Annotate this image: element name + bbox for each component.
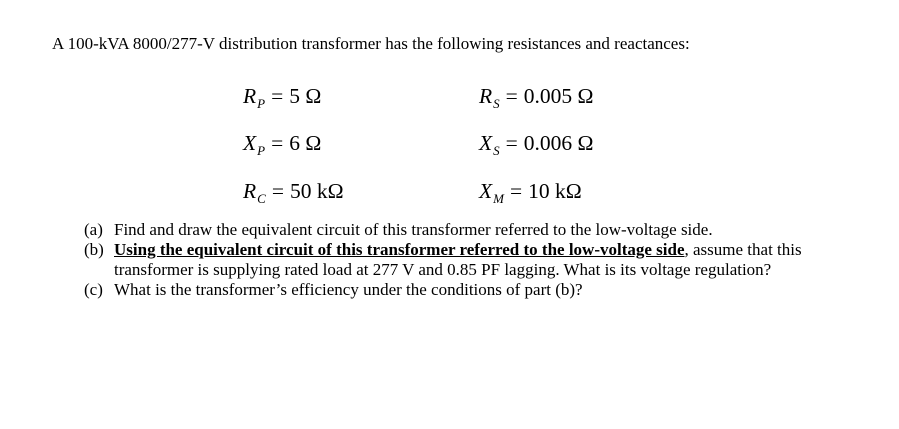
equals-sign: =	[271, 179, 284, 203]
param-subscript: S	[493, 143, 500, 158]
equals-sign: =	[271, 131, 284, 155]
param-symbol: X	[243, 131, 257, 155]
param-value: 0.006 Ω	[523, 131, 594, 155]
param-symbol: X	[479, 179, 493, 203]
question-parts	[84, 220, 844, 300]
part-emphasis: Using the equivalent circuit of this transformer referred to the low-voltage side	[114, 240, 685, 259]
param-subscript: M	[493, 191, 504, 206]
param-subscript: P	[257, 96, 266, 111]
param-rc	[243, 181, 344, 205]
equals-sign: =	[509, 179, 523, 203]
part-label: (b)	[84, 240, 104, 259]
part-text: , assume that this transformer is supplying rated load at 277 V and 0.85 PF lagging. What is its voltage regulation?	[114, 240, 802, 279]
param-subscript: C	[257, 191, 266, 206]
param-symbol: R	[243, 179, 257, 203]
param-xm	[479, 181, 582, 205]
part-a	[84, 220, 844, 240]
param-subscript: P	[257, 143, 266, 158]
param-value: 5 Ω	[289, 84, 322, 108]
param-xs	[479, 133, 594, 157]
equals-sign: =	[505, 84, 518, 108]
param-value: 0.005 Ω	[523, 84, 594, 108]
param-value: 6 Ω	[289, 131, 322, 155]
param-value: 10 kΩ	[528, 179, 582, 203]
part-label: (c)	[84, 280, 103, 299]
param-subscript: S	[493, 96, 500, 111]
param-rp	[243, 86, 321, 110]
part-text: What is the transformer’s efficiency under the conditions of part (b)?	[114, 280, 583, 299]
param-rs	[479, 86, 594, 110]
part-label: (a)	[84, 220, 103, 239]
equals-sign: =	[505, 131, 518, 155]
param-value: 50 kΩ	[289, 179, 344, 203]
equals-sign: =	[271, 84, 284, 108]
part-c	[84, 280, 844, 300]
param-symbol: R	[243, 84, 257, 108]
param-symbol: R	[479, 84, 493, 108]
problem-intro: A 100-kVA 8000/277-V distribution transformer has the following resistances and reactances:	[52, 34, 690, 53]
param-symbol: X	[479, 131, 493, 155]
part-b	[84, 240, 844, 280]
part-text: Find and draw the equivalent circuit of this transformer referred to the low-voltage side.	[114, 220, 713, 239]
param-xp	[243, 133, 321, 157]
